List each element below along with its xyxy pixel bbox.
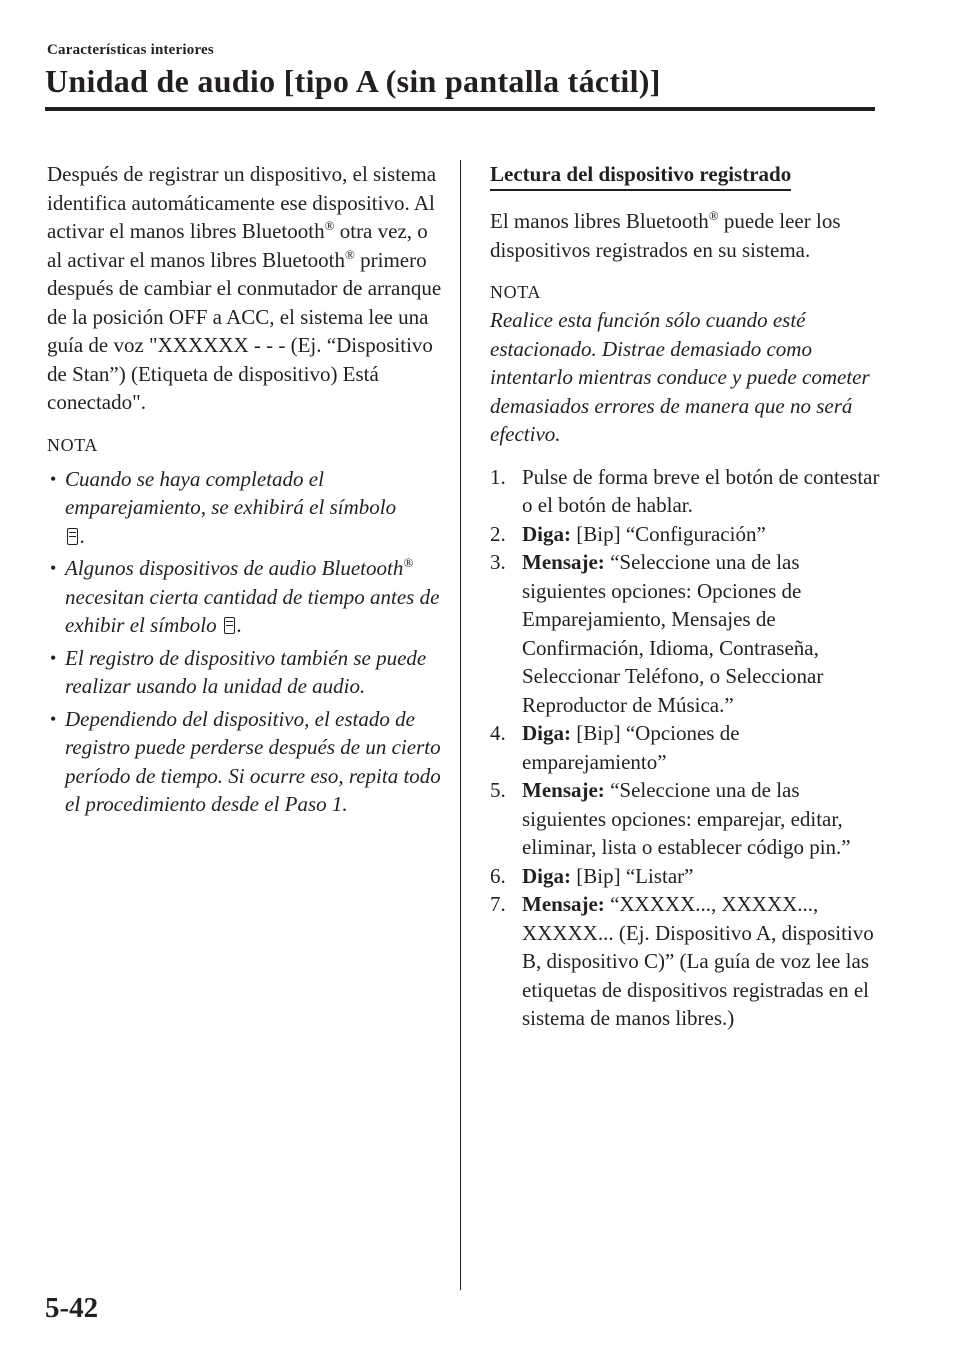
bullet-text: necesitan cierta cantidad de tiempo antes de exhibir el símbolo (65, 584, 440, 637)
step-number: 7. (490, 892, 506, 916)
bullet-text: Cuando se haya completado el emparejamiento, se exhibirá el símbolo (65, 466, 397, 519)
registered-mark: ® (324, 218, 335, 233)
note-bullet (47, 465, 442, 551)
bullet-text: Algunos dispositivos de audio Bluetooth (65, 556, 404, 580)
bullet-dot: • (50, 708, 57, 729)
period: . (236, 613, 243, 637)
step-text: [Bip] “Listar” (571, 863, 694, 888)
section-heading: Lectura del dispositivo registrado (490, 161, 791, 191)
step-number: 2. (490, 521, 506, 546)
step-label: Mensaje: (522, 892, 605, 916)
steps-list (490, 463, 880, 1033)
intro-text-c: primero después de cambiar el conmutador de arranque de la posición OFF a ACC, el sistema lee una guía de voz "XXXXXX - - - (Ej. “Dispositivo de Stan”) (Etiqueta de dispositivo) Está conectado". (47, 247, 442, 414)
bullet-text: Dependiendo del dispositivo, el estado de registro puede perderse después de un cierto período de tiempo. Si ocurre eso, repita todo el procedimiento desde el Paso 1. (65, 706, 441, 816)
step-label: Diga: (522, 721, 571, 745)
note-label: NOTA (47, 434, 98, 455)
step-number: 6. (490, 863, 506, 888)
bullet-dot: • (50, 647, 57, 668)
note-bullet (47, 644, 442, 701)
step-item (490, 890, 880, 1033)
intro-text-b: otra vez, o al activar el manos libres Bluetooth (47, 219, 428, 272)
intro-text-b: puede leer los dispositivos registrados en su sistema. (490, 209, 841, 262)
step-item (490, 520, 880, 549)
step-text: “Seleccione una de las siguientes opciones: Opciones de Emparejamiento, Mensajes de Confirmación, Idioma, Contraseña, Seleccionar Teléfono, o Seleccionar Reproductor de Música.” (522, 550, 824, 717)
step-number: 5. (490, 778, 506, 802)
step-number: 4. (490, 721, 506, 745)
column-divider (460, 160, 461, 1290)
intro-paragraph (47, 160, 442, 417)
bullet-dot: • (50, 558, 57, 578)
section-label: Características interiores (47, 42, 214, 58)
registered-mark: ® (708, 208, 719, 223)
step-text: [Bip] “Configuración” (571, 521, 766, 546)
note-text: Realice esta función sólo cuando esté estacionado. Distrae demasiado como intentarlo mientras conduce y puede cometer demasiados errores de manera que no será efectivo. (490, 308, 870, 446)
step-item (490, 719, 880, 776)
right-column (490, 160, 880, 1033)
step-text: [Bip] “Opciones de emparejamiento” (522, 721, 740, 774)
note-bullet (47, 554, 442, 640)
phone-icon (67, 528, 78, 545)
page-number: 5-42 (45, 1292, 99, 1324)
intro-paragraph (490, 207, 880, 264)
step-number: 3. (490, 550, 506, 574)
note-label: NOTA (490, 282, 541, 302)
title-rule (45, 107, 875, 111)
intro-text-a: Después de registrar un dispositivo, el sistema identifica automáticamente ese dispositivo. Al activar el manos libres Bluetooth (47, 162, 437, 243)
bullet-text: El registro de dispositivo también se puede realizar usando la unidad de audio. (65, 645, 427, 698)
step-text: Pulse de forma breve el botón de contestar o el botón de hablar. (522, 464, 880, 517)
step-label: Diga: (522, 863, 571, 888)
bullet-dot: • (50, 468, 57, 489)
step-label: Diga: (522, 521, 571, 546)
step-label: Mensaje: (522, 778, 605, 802)
step-label: Mensaje: (522, 550, 605, 574)
phone-icon (224, 617, 235, 634)
step-number: 1. (490, 464, 506, 489)
intro-text-a: El manos libres Bluetooth (490, 209, 709, 233)
note-bullet (47, 705, 442, 819)
step-item (490, 463, 880, 520)
step-item (490, 548, 880, 719)
registered-mark: ® (403, 555, 414, 570)
note-bullet-list (47, 465, 442, 819)
step-item (490, 862, 880, 891)
registered-mark: ® (345, 246, 355, 262)
period: . (80, 523, 86, 548)
step-text: “XXXXX..., XXXXX..., XXXXX... (Ej. Dispositivo A, dispositivo B, dispositivo C)” (La guía de voz lee las etiquetas de dispositivos registradas en el sistema de manos libres.) (522, 892, 874, 1030)
step-item (490, 776, 880, 862)
page-title: Unidad de audio [tipo A (sin pantalla táctil)] (45, 63, 661, 99)
step-text: “Seleccione una de las siguientes opciones: emparejar, editar, eliminar, lista o establecer código pin.” (522, 778, 851, 859)
left-column (47, 160, 442, 823)
